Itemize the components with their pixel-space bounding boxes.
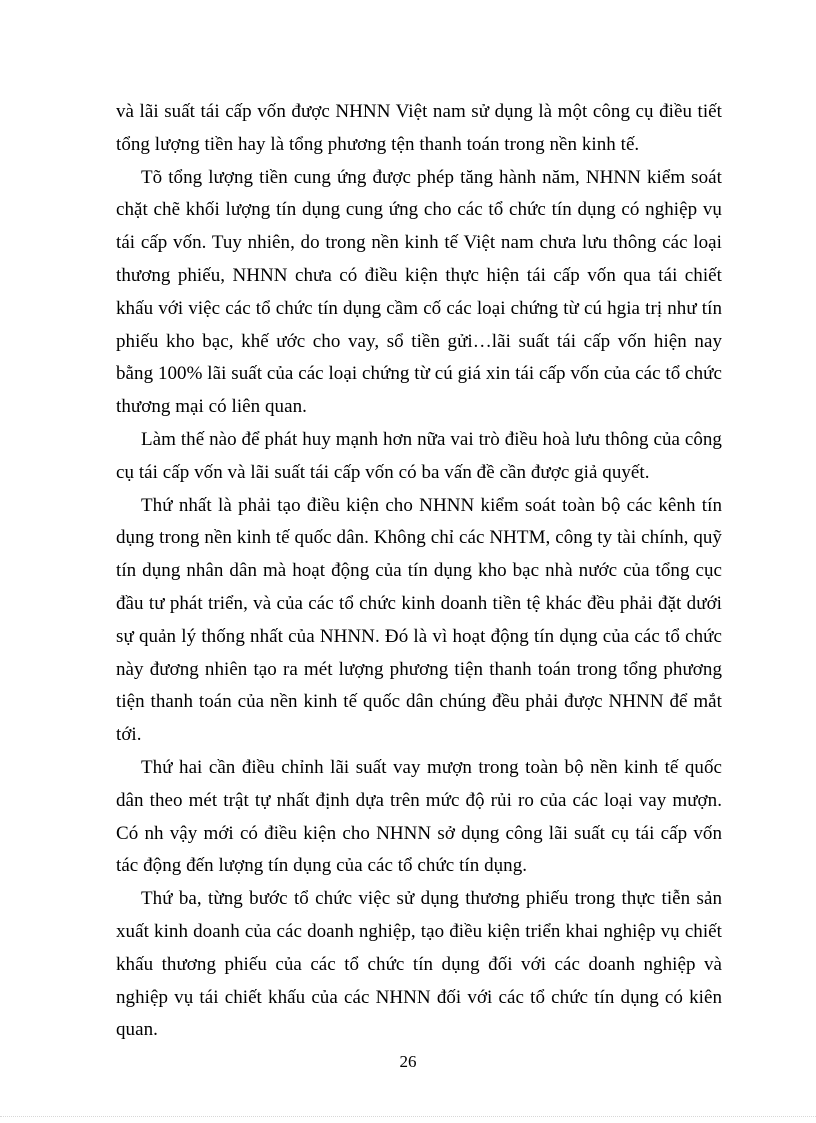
paragraph-continuation: và lãi suất tái cấp vốn được NHNN Việt nam sử dụng là một công cụ điều tiết tổng lượng tiền hay là tổng phương tện thanh toán trong nền kinh tế.	[116, 101, 722, 155]
paragraph-first-issue: Thứ nhất là phải tạo điều kiện cho NHNN kiểm soát toàn bộ các kênh tín dụng trong nền kinh tế quốc dân. Không chỉ các NHTM, công ty tài chính, quỹ tín dụng nhân dân mà hoạt động của tín dụng kho bạc nhà nước của tổng cục đầu tư phát triển, và của các tổ chức kinh doanh tiền tệ khác đều phải đặt dưới sự quản lý thống nhất của NHNN. Đó là vì hoạt động tín dụng của các tổ chức này đương nhiên tạo ra mét lượng phương tiện thanh toán trong tổng phương tiện thanh toán của nền kinh tế quốc dân chúng đều phải được NHNN để mắt tới.	[116, 494, 722, 746]
page-bottom-divider	[0, 1116, 816, 1117]
page-number: 26	[399, 1052, 417, 1071]
paragraph-money-supply: Tõ tổng lượng tiền cung ứng được phép tăng hành năm, NHNN kiểm soát chặt chẽ khối lượng tín dụng cung ứng cho các tổ chức tín dụng có nghiệp vụ tái cấp vốn. Tuy nhiên, do trong nền kinh tế Việt nam chưa lưu thông các loại thương phiếu, NHNN chưa có điều kiện thực hiện tái cấp vốn qua tái chiết khấu với việc các tổ chức tín dụng cầm cố các loại chứng từ cú hgia trị như tín phiếu kho bạc, khế ước cho vay, sổ tiền gửi…lãi suất tái cấp vốn hiện nay bằng 100% lãi suất của các loại chứng từ cú giá xin tái cấp vốn của các tổ chức thương mại có liên quan.	[116, 166, 722, 418]
paragraph-how-to-promote: Làm thế nào để phát huy mạnh hơn nữa vai trò điều hoà lưu thông của công cụ tái cấp vốn và lãi suất tái cấp vốn có ba vấn đề cần được giả quyết.	[116, 428, 722, 483]
paragraph-second-issue: Thứ hai cần điều chỉnh lãi suất vay mượn trong toàn bộ nền kinh tế quốc dân theo mét trật tự nhất định dựa trên mức độ rủi ro của các loại vay mượn. Có nh vậy mới có điều kiện cho NHNN sở dụng công lãi suất cụ tái cấp vốn tác động đến lượng tín dụng của các tổ chức tín dụng.	[116, 756, 722, 877]
body-text	[116, 96, 722, 1047]
paragraph-third-issue: Thứ ba, từng bước tổ chức việc sử dụng thương phiếu trong thực tiễn sản xuất kinh doanh của các doanh nghiệp, tạo điều kiện triển khai nghiệp vụ chiết khấu thương phiếu của các tổ chức tín dụng đối với các doanh nghiệp và nghiệp vụ tái chiết khấu của các NHNN đối với các tổ chức tín dụng có kiên quan.	[116, 888, 722, 1041]
